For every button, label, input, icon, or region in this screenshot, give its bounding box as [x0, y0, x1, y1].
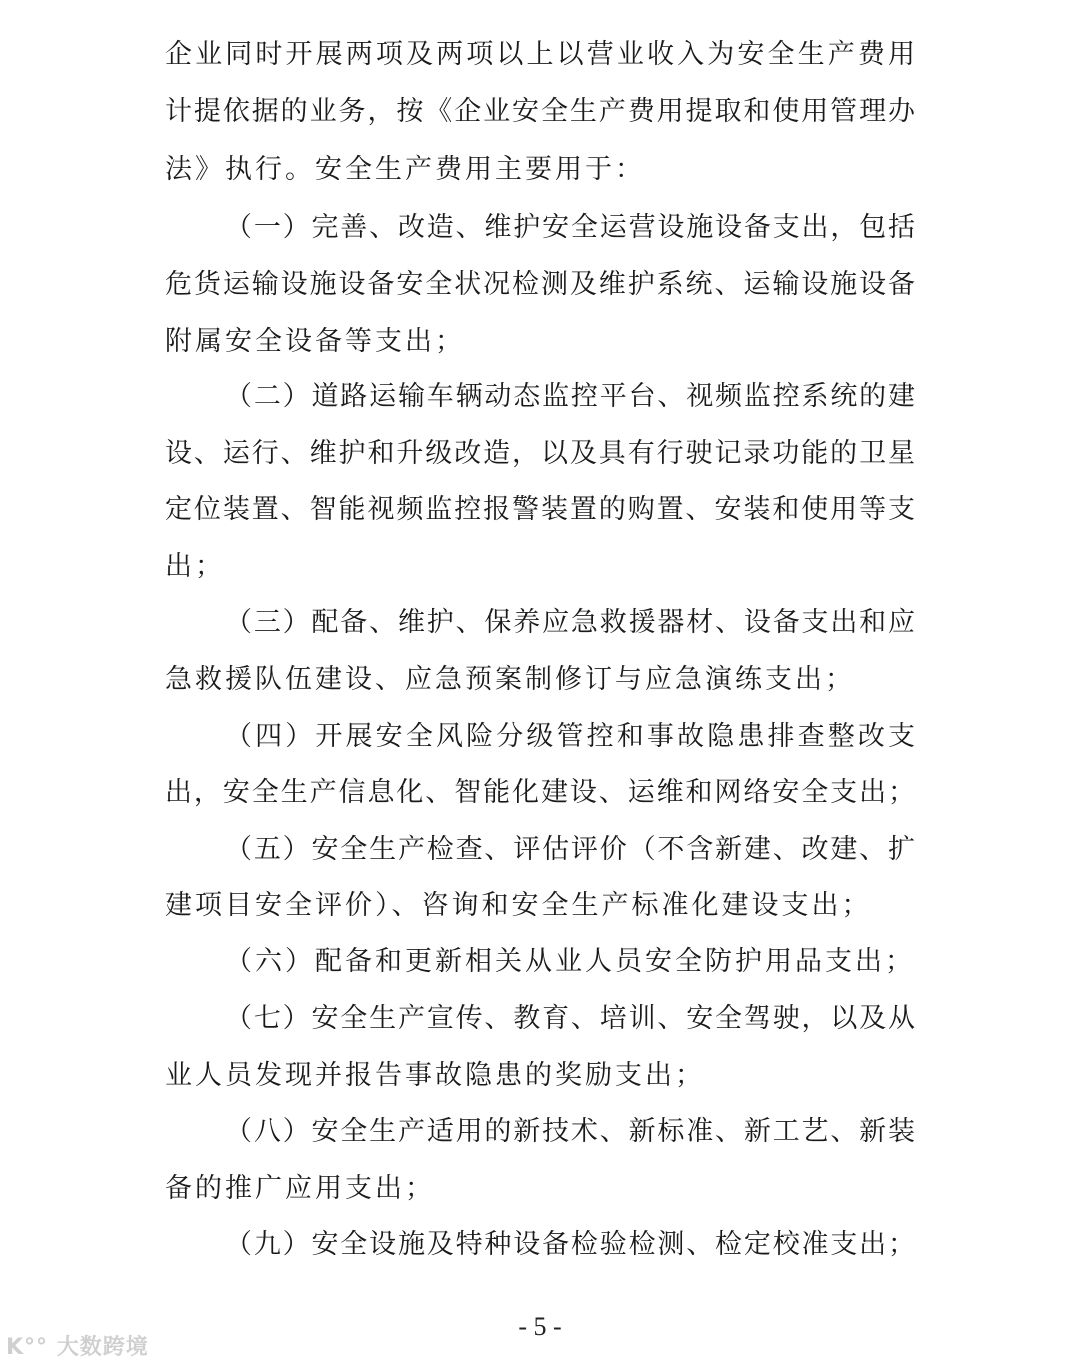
text-line: 附属安全设备等支出；	[165, 326, 465, 357]
list-item-5: （五）安全生产检查、评估评价（不含新建、改建、扩	[225, 834, 915, 865]
text-line: 计提依据的业务，按《企业安全生产费用提取和使用管理办	[165, 96, 915, 127]
text-line: 定位装置、智能视频监控报警装置的购置、安装和使用等支	[165, 494, 915, 525]
text-line: 业人员发现并报告事故隐患的奖励支出；	[165, 1060, 705, 1091]
watermark-logo: K°° 大数跨境	[6, 1335, 149, 1360]
list-item-6: （六）配备和更新相关从业人员安全防护用品支出；	[225, 946, 915, 977]
text-line: 急救援队伍建设、应急预案制修订与应急演练支出；	[165, 664, 855, 695]
text-line: 企业同时开展两项及两项以上以营业收入为安全生产费用	[165, 39, 915, 70]
text-line: 建项目安全评价）、咨询和安全生产标准化建设支出；	[165, 890, 872, 921]
text-line: 出，安全生产信息化、智能化建设、运维和网络安全支出；	[165, 777, 915, 808]
list-item-3: （三）配备、维护、保养应急救援器材、设备支出和应	[225, 607, 915, 638]
list-item-4: （四）开展安全风险分级管控和事故隐患排查整改支	[225, 721, 915, 752]
text-line: 出；	[165, 551, 225, 582]
text-line: 法》执行。安全生产费用主要用于：	[165, 154, 645, 185]
page-number: - 5 -	[518, 1312, 562, 1341]
list-item-2: （二）道路运输车辆动态监控平台、视频监控系统的建	[225, 381, 915, 412]
text-line: 设、运行、维护和升级改造，以及具有行驶记录功能的卫星	[165, 438, 915, 469]
list-item-8: （八）安全生产适用的新技术、新标准、新工艺、新装	[225, 1116, 915, 1147]
list-item-1: （一）完善、改造、维护安全运营设施设备支出，包括	[225, 212, 915, 243]
list-item-7: （七）安全生产宣传、教育、培训、安全驾驶，以及从	[225, 1003, 915, 1034]
text-line: 危货运输设施设备安全状况检测及维护系统、运输设施设备	[165, 269, 915, 300]
text-line: 备的推广应用支出；	[165, 1173, 435, 1204]
list-item-9: （九）安全设施及特种设备检验检测、检定校准支出；	[225, 1229, 915, 1260]
